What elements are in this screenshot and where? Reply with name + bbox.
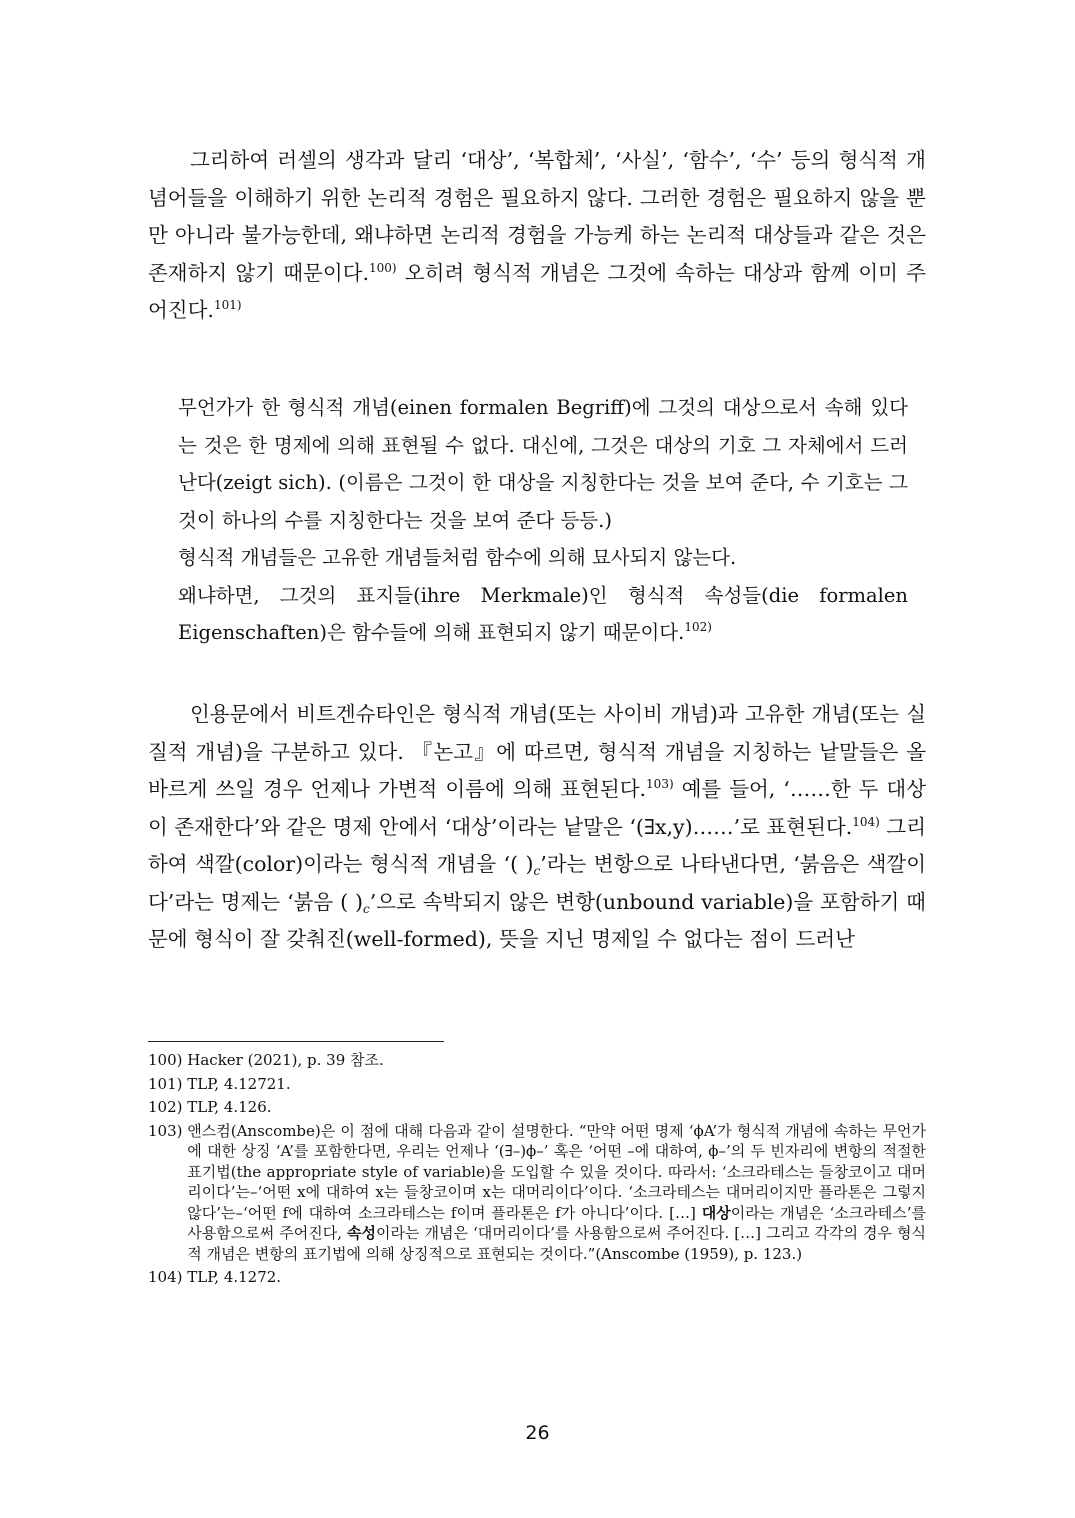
quote-line (178, 577, 908, 652)
body-paragraph-1 (148, 142, 926, 330)
variable-subscript: c (363, 901, 370, 916)
footnote-text: TLP, 4.12721. (187, 1074, 291, 1093)
paragraph-text: 인용문에서 비트겐슈타인은 형식적 개념(또는 사이비 개념)과 고유한 개념(또는 실질적 개념)을 구분하고 있다. 『논고』에 따르면, 형식적 개념을 지칭하는 낱말들은 올바르게 쓰일 경우 언제나 가변적 이름에 의해 표현된다. (148, 702, 926, 801)
footnote-ref-101[interactable]: 101) (213, 298, 242, 312)
body-paragraph-2 (148, 696, 926, 959)
block-quote (178, 389, 908, 652)
footnote-103 (148, 1121, 926, 1265)
bold-term: 대상 (701, 1203, 731, 1222)
footnote-text-part: 이라는 개념은 ‘소크라테스’를 사용함으로써 주어진다, (187, 1203, 926, 1242)
footnotes (148, 1050, 926, 1291)
footnote-number: 104) (148, 1268, 188, 1286)
footnote-number: 103) (148, 1121, 188, 1140)
footnote-text-part: 앤스컴(Anscombe)은 이 점에 대해 다음과 같이 설명한다. “만약 어떤 명제 ‘ϕA’가 형식적 개념에 속하는 무언가에 대한 상징 ‘A’를 포함한다면, 우리는 언제나 ‘(∃–)ϕ–’ 혹은 ‘어떤 –에 대하여, ϕ–’의 두 빈자리에 변항의 적절한 표기법(the appropriate style of variable)을 도입할 수 있을 것이다. 따라서: ‘소크라테스는 들창코이고 대머리이다’는–‘어떤 x에 대하여 x는 들창코이며 x는 대머리이다’이다. ‘소크라테스는 대머리이지만 플라톤은 그렇지 않다’는–‘어떤 f에 대하여 소크라테스는 f이며 플라톤은 f가 아니다’이다. […] (187, 1121, 926, 1222)
paragraph-text: 오히려 형식적 개념은 그것에 속하는 대상과 함께 이미 주어진다. (148, 260, 926, 322)
paragraph-text: ’으로 속박되지 않은 변항(unbound variable)을 포함하기 때문에 형식이 잘 갖춰진(well-formed), 뜻을 지닌 명제일 수 없다는 점이 드러난 (148, 889, 926, 951)
paragraph-text: 그리하여 러셀의 생각과 달리 ‘대상’, ‘복합체’, ‘사실’, ‘함수’, ‘수’ 등의 형식적 개념어들을 이해하기 위한 논리적 경험은 필요하지 않다. 그러한 경험은 필요하지 않을 뿐만 아니라 불가능한데, 왜냐하면 논리적 경험을 가능케 하는 논리적 대상들과 같은 것은 존재하지 않기 때문이다. (148, 148, 926, 285)
quote-line: 형식적 개념들은 고유한 개념들처럼 함수에 의해 묘사되지 않는다. (178, 546, 737, 569)
footnote-number: 101) (148, 1074, 188, 1093)
paragraph-text: 예를 들어, ‘……한 두 대상이 존재한다’와 같은 명제 안에서 ‘대상’이라는 낱말은 ‘(∃x,y)……’로 표현된다. (148, 777, 926, 839)
footnote-text (187, 1121, 926, 1265)
quote-text: 무언가가 한 형식적 개념(einen formalen Begriff)에 그것의 대상으로서 속해 있다는 것은 한 명제에 의해 표현될 수 없다. 대신에, 그것은 대상의 기호 그 자체에서 드러난다(zeigt sich). (이름은 그것이 한 대상을 지칭한다는 것을 보여 준다, 수 기호는 그것이 하나의 수를 지칭한다는 것을 보여 준다 등등.) (178, 396, 908, 532)
footnote-divider (148, 1041, 444, 1042)
variable-subscript: c (533, 864, 541, 878)
footnote-number: 100) (148, 1051, 188, 1069)
footnote-text: Hacker (2021), p. 39 참조. (187, 1051, 384, 1069)
footnote-ref-104[interactable]: 104) (852, 814, 880, 829)
footnote-100 (148, 1050, 926, 1071)
footnote-text-part: 이라는 개념은 ‘대머리이다’를 사용함으로써 주어진다. […] 그리고 각각의 경우 형식적 개념은 변항의 표기법에 의해 상징적으로 표현되는 것이다.”(Anscombe (1959), p. 123.) (187, 1224, 926, 1263)
footnote-ref-100[interactable]: 100) (368, 260, 397, 275)
footnote-text: TLP, 4.126. (187, 1098, 272, 1116)
paragraph-text: 그리하여 색깔(color)이라는 형식적 개념을 ‘( ) (148, 814, 926, 876)
footnote-104 (148, 1267, 926, 1288)
footnote-number: 102) (148, 1098, 188, 1116)
footnote-102 (148, 1097, 926, 1118)
footnote-101 (148, 1074, 926, 1095)
quote-text: 왜냐하면, 그것의 표지들(ihre Merkmale)인 형식적 속성들(die formalen Eigenschaften)은 함수들에 의해 표현되지 않기 때문이다. (178, 583, 908, 644)
page-number: 26 (525, 1422, 550, 1444)
footnote-ref-103[interactable]: 103) (646, 777, 674, 791)
paragraph-text: ’라는 변항으로 나타낸다면, ‘붉음은 색깔이다’라는 명제는 ‘붉음 ( ) (148, 852, 926, 914)
footnote-ref-102[interactable]: 102) (684, 620, 712, 634)
footnote-text: TLP, 4.1272. (187, 1268, 282, 1286)
bold-term: 속성 (347, 1224, 376, 1242)
